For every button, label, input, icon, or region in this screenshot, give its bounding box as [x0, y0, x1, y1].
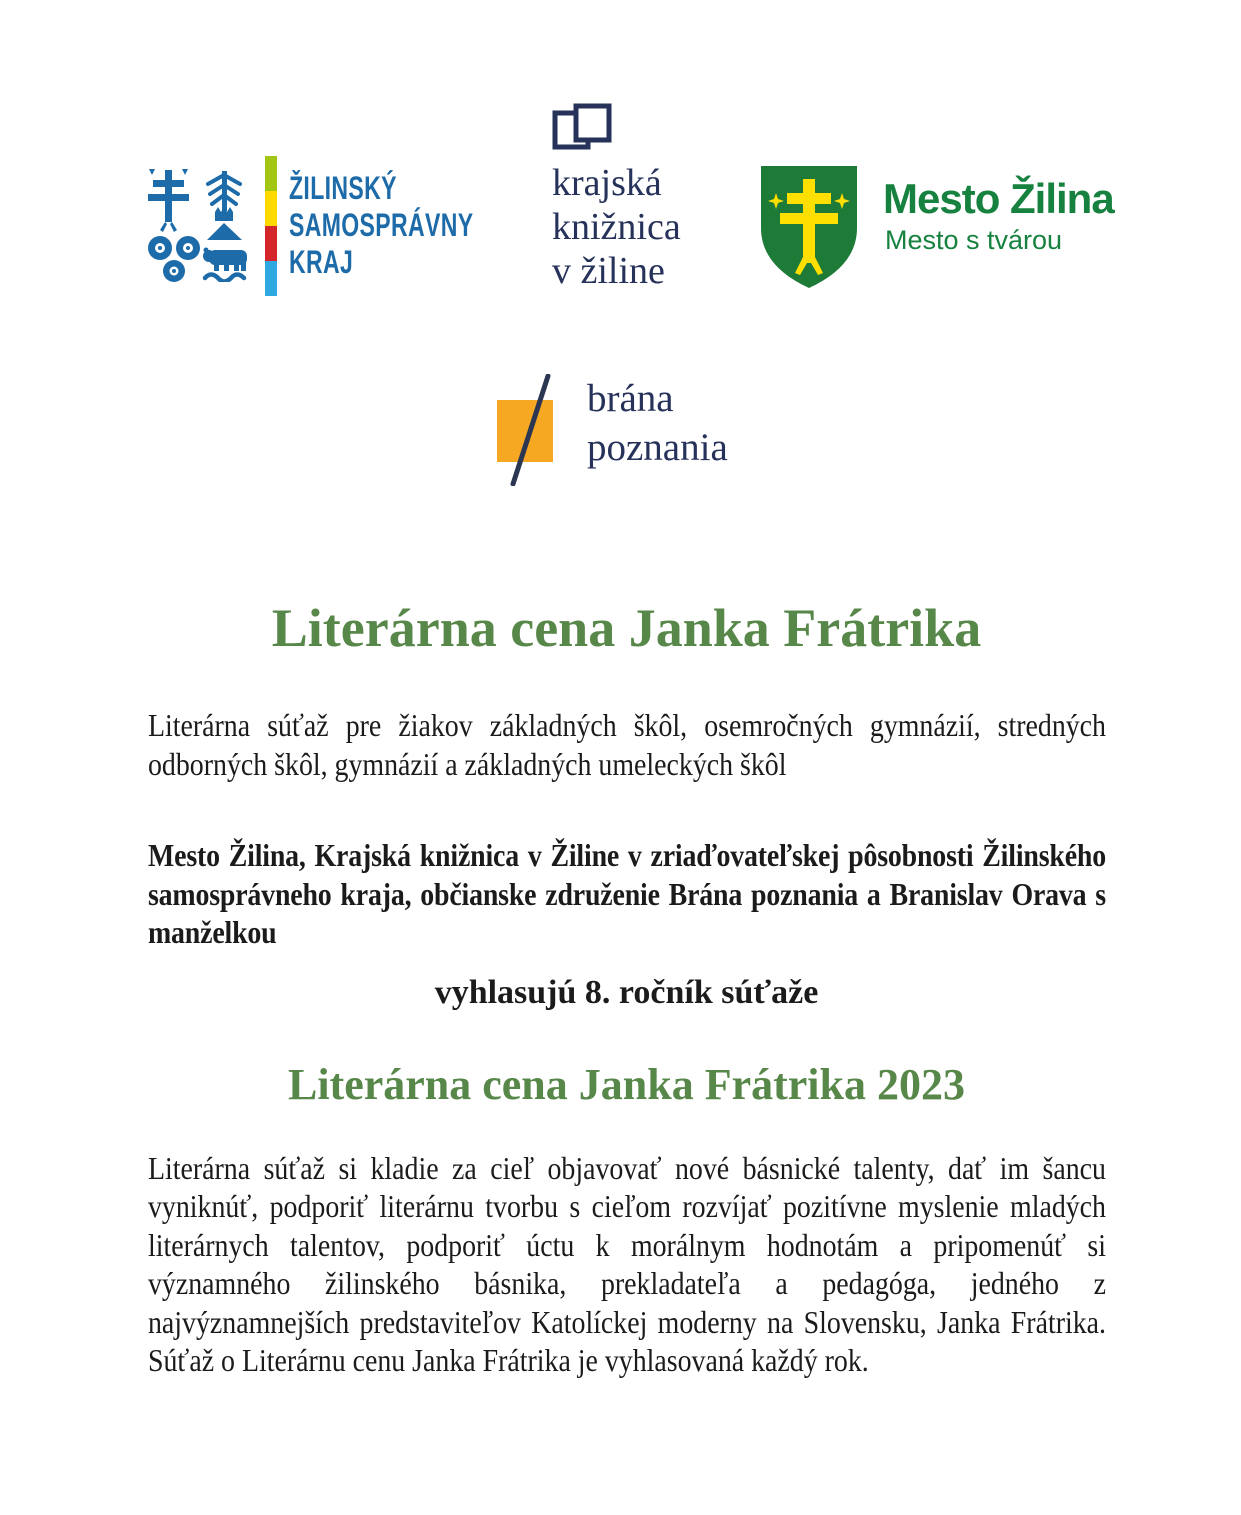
- zsk-color-bar: [265, 156, 277, 296]
- page-title: Literárna cena Janka Frátrika: [271, 598, 982, 658]
- zsk-coat-of-arms-icon: [143, 168, 253, 282]
- brana-line-1: brána: [587, 377, 674, 420]
- zsk-line-1: ŽILINSKÝ: [289, 170, 397, 206]
- city-logo: [758, 163, 1118, 293]
- city-logo-subtitle: Mesto s tvárou: [885, 225, 1063, 255]
- brana-line-2: poznania: [587, 426, 728, 469]
- library-logo: [552, 103, 752, 303]
- zsk-line-2: SAMOSPRÁVNY: [289, 207, 474, 243]
- orange-square-slash-icon: [496, 374, 568, 486]
- open-book-icon: [552, 103, 612, 151]
- brana-logo: [496, 374, 826, 494]
- library-logo-text: [552, 161, 681, 293]
- zsk-logo: [143, 156, 473, 306]
- document-content: [148, 596, 1105, 1380]
- brana-logo-text: [587, 374, 728, 472]
- intro-paragraph: Literárna súťaž pre žiakov základných škôl, osemročných gymnázií, stredných odborných škôl, gymnázií a základných umeleckých škôl: [148, 707, 1106, 782]
- shield-double-cross-icon: [758, 163, 860, 291]
- library-line-3: v žiline: [552, 250, 665, 292]
- zsk-line-3: KRAJ: [289, 244, 354, 280]
- library-line-2: knižnica: [552, 206, 681, 248]
- library-line-1: krajská: [552, 162, 662, 204]
- announcement-line: vyhlasujú 8. ročník súťaže: [434, 973, 819, 1011]
- city-logo-title: Mesto Žilina: [883, 175, 1114, 222]
- zsk-logo-text: [289, 170, 473, 281]
- body-paragraph: Literárna súťaž si kladie za cieľ objavovať nové básnické talenty, dať im šancu vyniknúť, podporiť literárnu tvorbu s cieľom rozvíjať pozitívne myslenie mladých literárnych talentov, podporiť úctu k morálnym hodnotám a pripomenúť si významného žilinského básnika, prekladateľa a pedagóga, jedného z najvýznamnejších predstaviteľov Katolíckej moderny na Slovensku, Janka Frátrika. Súťaž o Literárnu cenu Janka Frátrika je vyhlasovaná každý rok.: [148, 1149, 1106, 1378]
- organizers-paragraph: Mesto Žilina, Krajská knižnica v Žiline v zriaďovateľskej pôsobnosti Žilinského samosprávneho kraja, občianske združenie Brána poznania a Branislav Orava s manželkou: [148, 837, 1106, 950]
- competition-subtitle: Literárna cena Janka Frátrika 2023: [287, 1059, 966, 1109]
